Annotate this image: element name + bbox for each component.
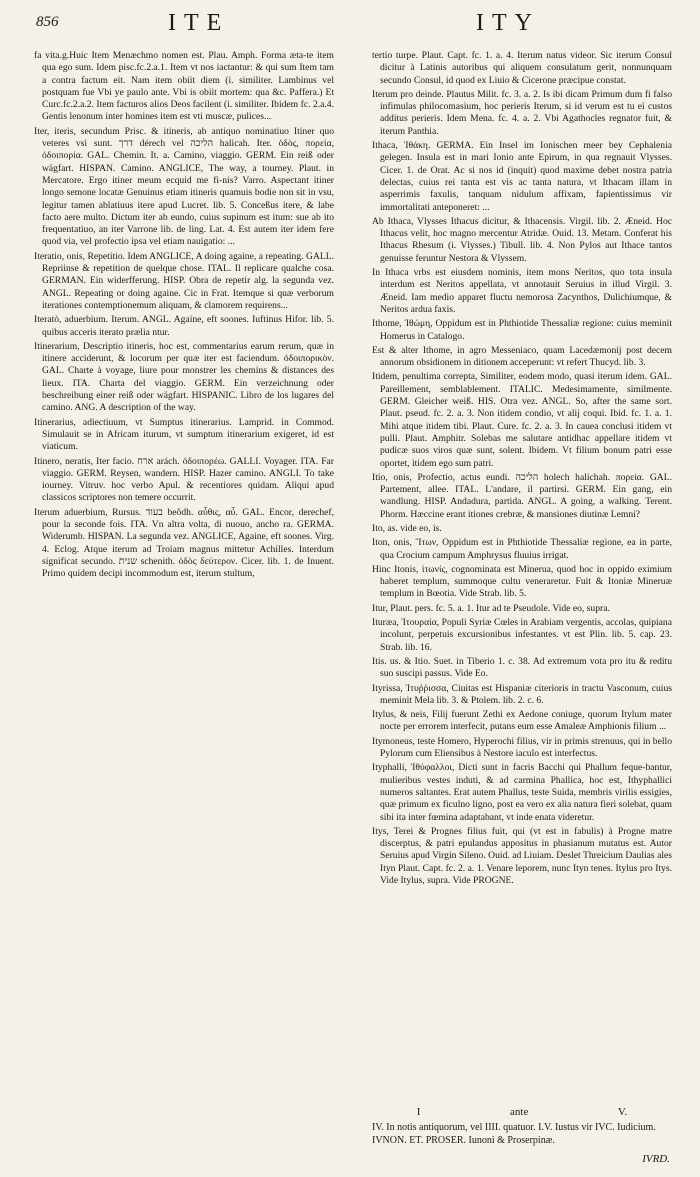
running-head-left: ITE (168, 10, 230, 36)
entry-paragraph: Itinerarium, Descriptio itineris, hoc est, commentarius earum rerum, quæ in itinere acciderunt, & locorum per quæ iter est faciendum. ὁδοιπορικὸν. GAL. Charte à voyage, liure pour monstrer les chemins & distances des lieux. ITA. Charta del viaggio. GERM. Ein verzeichnung oder beschreibung einer reiß oder wägfart. HISPANIC. Libro de los lugares del camino. ANG. A description of the way. (34, 340, 334, 414)
entry-paragraph: Iterum aduerbium, Rursus. בעוד beôdh. αὖθις, αὖ. GAL. Encor, derechef, pour la seconde fois. ITA. Vn altra volta, di nuouo, ancho ra. GERMA. Widerumb. HISPAN. La segunda vez. ANGLICE, Againe, eft soones. Virg. 4. Eclog. Atque iterum ad Troiam magnus mittetur Achilles. Interdum significat secundo. שנית schenith. ὁδὸς δεύτερον. Cicer. lib. 1. de Inuent. Primo quidem decipi incommodum est, iterum stultum, (34, 506, 334, 580)
footer-text: IV. In notis antiquorum, vel IIII. quatuor. I.V. Iustus vir IVC. Iudicium. IVNON. ET. PROSER. Iunoni & Proserpinæ. (372, 1122, 656, 1146)
entry-paragraph: Ithaca, Ἰθάκη. GERMA. Ein Insel im Ionischen meer bey Cephalenia gelegen. Insula est in mari Ionio ante Epirum, in qua regnauit Vlysses. Cicer. 1. de Orat. Ac si nos id (inquit) quod maxime debet nostra patria delectas, cuius rei tanta est vis ac tanta natura, vt Ithacam illam in asperrimis faxulis, tanquam nidulum affixam, fapientissimus vir immortalitati anteponeret: ... (372, 140, 672, 213)
entry-paragraph: tertio turpe. Plaut. Capt. fc. 1. a. 4. Iterum natus videor. Sic iterum Consul dicitur à Latinis autoribus qui aliquem consulatum gerit, nonnunquam secundo Consul, id quod ex Liuio & Cicerone præcipue constat. (372, 50, 672, 86)
entry-paragraph: Iteratio, onis, Repetitio. Idem ANGLICE, A doing againe, a repeating. GALL. Repriinse & repetition de quelque chose. ITAL. Il replicare qualche cosa. GERMAN. Ein widerfferung. HISP. Obra de repetir alg. la segunda vez. ANGL. Repeating or doing againe. Cic in Frat. Itemque si quæ verborum iterationes contemptionemum aliquam, & clamorem requirens... (34, 250, 334, 311)
entry-paragraph: Ituræa, Ἰτουραία, Populi Syriæ Cœles in Arabiam vergentis, accolas, quipiana incolunt, perpetuis excursionibus infestantes. vt est Plin. lib. 5. cap. 23. Strab. lib. 16. (372, 617, 672, 653)
entry-paragraph: Ityphalli, Ἰθύφαλλοι, Dicti sunt in facris Bacchi qui Phallum feque-bantur, mulieribus vestes induti, & ad carmina Phallica, hoc est, Ithyphallici numeros saltantes. Erat autem Phallus, teste Suida, membris virilis essigies, quæ primum ex ficulno ligno, post ea vero ex alia natura fieri solebat, quam sibi ita inter fœmina adaptabant, vt inde enata videretur. (372, 762, 672, 823)
entry-paragraph: Itur, Plaut. pers. fc. 5. a. 1. Itur ad te Pseudole. Vide eo, supra. (372, 602, 610, 614)
running-head-right: ITY (476, 10, 540, 36)
catchword: IVRD. (642, 1153, 670, 1165)
section-letters (372, 1106, 672, 1119)
entry-paragraph: Ithome, Ἰθώμη, Oppidum est in Phthiotide Thessaliæ regione: cuius meminit Homerus in Catalogo. (372, 318, 672, 342)
section-footer (372, 1106, 672, 1147)
entry-paragraph: Ito, as. vide eo, is. (372, 522, 442, 534)
section-letter: ante (510, 1106, 529, 1118)
entry-paragraph: Itis. us. & Itio. Suet. in Tiberio 1. c. 38. Ad extremum vota pro itu & reditu suo suscipi passus. Vide Eo. (372, 655, 672, 680)
entry-paragraph: Iton, onis, Ἴτων, Oppidum est in Phthiotide Thessaliæ regione, ea in parte, qua Crocium campum Amphrysus fluuius irrigat. (372, 537, 672, 561)
page-number: 856 (36, 14, 59, 30)
left-column (34, 50, 334, 1150)
entry-paragraph: Iter, iteris, secundum Prisc. & itineris, ab antiquo nominatiuo Itiner quo veteres vsi sunt. דרך dérech vel הליכה halicah. Iter. ὁδὸς, πορεία, ὁδοιπορία. GAL. Chemin. It. a. Camino, viaggio. GERM. Ein reiß oder wägfart. HISPAN. Camino. ANGLICE, The way, a tourney. Plaut. in Mercatore. Ergo itiner meum ecquid me fi-nis? Varro. Aspectant itiner longo semone locatæ Genuinus etiam itineris quamuis bodie non sit in vsu, legitur tamen ablatiuus itere apud Lucret. lib. 5. Conceßus itere, & labe facto aere multo. Dictum iter ab eundo, cuius supinum est itum: sue ab ito frequentatiuo, an iter Varrone lib. de ling. Lat. 4. Est autem iter idem fere quod via, vel profectio ipsa vel etiam nauigatio: ... (34, 125, 334, 248)
entry-paragraph: Iteratò, aduerbium. Iterum. ANGL. Againe, eft soones. Iuftinus Hifor. lib. 5. quibus acceris iterato prælia ntur. (34, 314, 334, 338)
entry-paragraph: In Ithaca vrbs est eiusdem nominis, item mons Neritos, quo tota insula interdum est Neritos appellata, vt annotauit Seruius in illud Virgil. 3. Æneid. Iam medio apparet fluctu nemorosa Zacynthos, Dulichiumque, & Neritos ardua faxis. (372, 267, 672, 315)
section-letter: I (416, 1106, 421, 1118)
entry-paragraph: Itio, onis, Profectio, actus eundi. הליכה holech halichah. πορεία. GAL. Partement, allee. ITAL. L'andare, il partirsi. GERM. Ein gang, ein wandlung. HISP. Andadura, partida. ANGL. A going, a walking. Terent. Phorm. Hæccine erant itiones crebræ, & mansiones diutinæ Lemni? (372, 471, 672, 520)
entry-paragraph: Hinc Itonis, ἰτωνίς, cognominata est Minerua, quod hoc in oppido eximium haberet templum, summoque cultu veneraretur. Fuit & Itoniæ Mineruæ templum in Bœotia. Vide Strab. lib. 5. (372, 563, 672, 600)
entry-paragraph: Itylus, & neis, Filij fuerunt Zethi ex Aedone coniuge, quorum Itylum mater nocte per errorem interfecit, putans eum esse Amaleæ Amphionis filium ... (372, 709, 672, 733)
entry-paragraph: Ityrissa, Ἰτυῤῥισσα, Ciuitas est Hispaniæ citerioris in tractu Vasconum, cuius meminit Mela lib. 3. & Ptolem. lib. 2. c. 6. (372, 682, 672, 706)
right-column (372, 50, 672, 1150)
entry-paragraph: Itys, Terei & Prognes filius fuit, qui (vt est in fabulis) à Progne matre discerptus, & patri epulandus appositus in phasianum mutatus est. Autor Seruius apud Virgin Sileno. Ouid. ad Liuiam. Deslet Threicium Daulias ales Ityn Plaut. Capt. fc. 2. a. 1. Venare leporem, nunc Ityn tenes. Itylus pro Itys. Vide Itylus, supra. Vide PROGNE. (372, 825, 672, 886)
entry-paragraph: Itymoneus, teste Homero, Hyperochi filius, vir in primis strenuus, qui in bello Pylorum cum Eliensibus à Nestore iaculo est interfectus. (372, 735, 672, 760)
entry-paragraph: Itinerarius, adiectiuum, vt Sumptus itinerarius. Lamprid. in Commod. Simulauit se in Africam iturum, vt sumptum itinerarium exigeret, id est viaticum. (34, 416, 334, 453)
entry-paragraph: Itinero, neratis, Iter facio. ארח arách. ὁδοιπορέω. GALLI. Voyager. ITA. Far viaggio. GERM. Reysen, wandern. HISP. Hazer camino. ANGLI. To take iourney. Vitruv. hoc verbo Apul. & recentiores quidam. Aliqui apud classicos scriptores non temere occurrit. (34, 455, 334, 504)
entry-paragraph: fa vita.g.Huic Item Menæchmo nomen est. Plau. Amph. Forma æta-te item qua ego sum. Idem pisc.fc.2.a.1. Item vt nos iactantur: & qui sum Item tam a contra factum eit. Nam item obiit diem (i. similiter. Lambinus vel postquam fue Vbi ye paulo ante. Vbi is obiit mortem: qua &c. Paffera.) Et Curc.fc.2.a.2. Item facturos alios Deos facilent (i. similiter. Ibidem fc. 2.a.4. Gentis lenonum inter homines item est vti muscæ, pulices... (34, 50, 334, 123)
entry-paragraph: Itidem, penultima correpta, Similiter, eodem modo, quasi iterum idem. GAL. Pareillement, semblablement. ITALIC. Medesimamente, similmente. GERM. Gleicher weiß. HIS. Otra vez. ANGL. So, after the same sort. Plaut. pseud. fc. 2. a. 3. Non itidem condio, vt alij coqui. Ibid. fc. 1. a. 1. Mihi atque itidem tibi. Plaut. Cure. fc. 2. a. 3. In cauea conclusi itidem vt pulli. Plaut. Amphitr. Solebas me salutare antidhac appellare itidem vt pudicæ suos viros quæ sunt, solent. Ibidem. Vt filium bonum patri esse oportet, itidem ego sum patri. (372, 371, 672, 469)
section-letter: V. (617, 1106, 628, 1118)
entry-paragraph: Ab Ithaca, Vlysses Ithacus dicitur, & Ithacensis. Virgil. lib. 2. Æneid. Hoc Ithacus velit, hoc magno mercentur Atridæ. Ouid. 13. Metam. Conferat his Ithacus Rhesum (i. Vlysses.) Tibull. lib. 4. Non Pylos aut Ithace tantos genuisse feruntur Nestora & Vlyssem. (372, 215, 672, 264)
entry-paragraph: Est & alter Ithome, in agro Messeniaco, quam Lacedæmonij post decem annorum obsidionem in ditionem acceperunt: vt refert Thucyd. lib. 3. (372, 344, 672, 369)
entry-paragraph: Iterum pro deinde. Plautus Milit. fc. 3. a. 2. Is ibi dicam Primum dum fi falso infimulas philocomasium, hoc perieris Iterum, si id verum est tu ei custos additus perieris. Idem Mena. fc. 4. a. 2. Vbi Agathocles regnator fuit, & iterum Panthia. (372, 88, 672, 137)
